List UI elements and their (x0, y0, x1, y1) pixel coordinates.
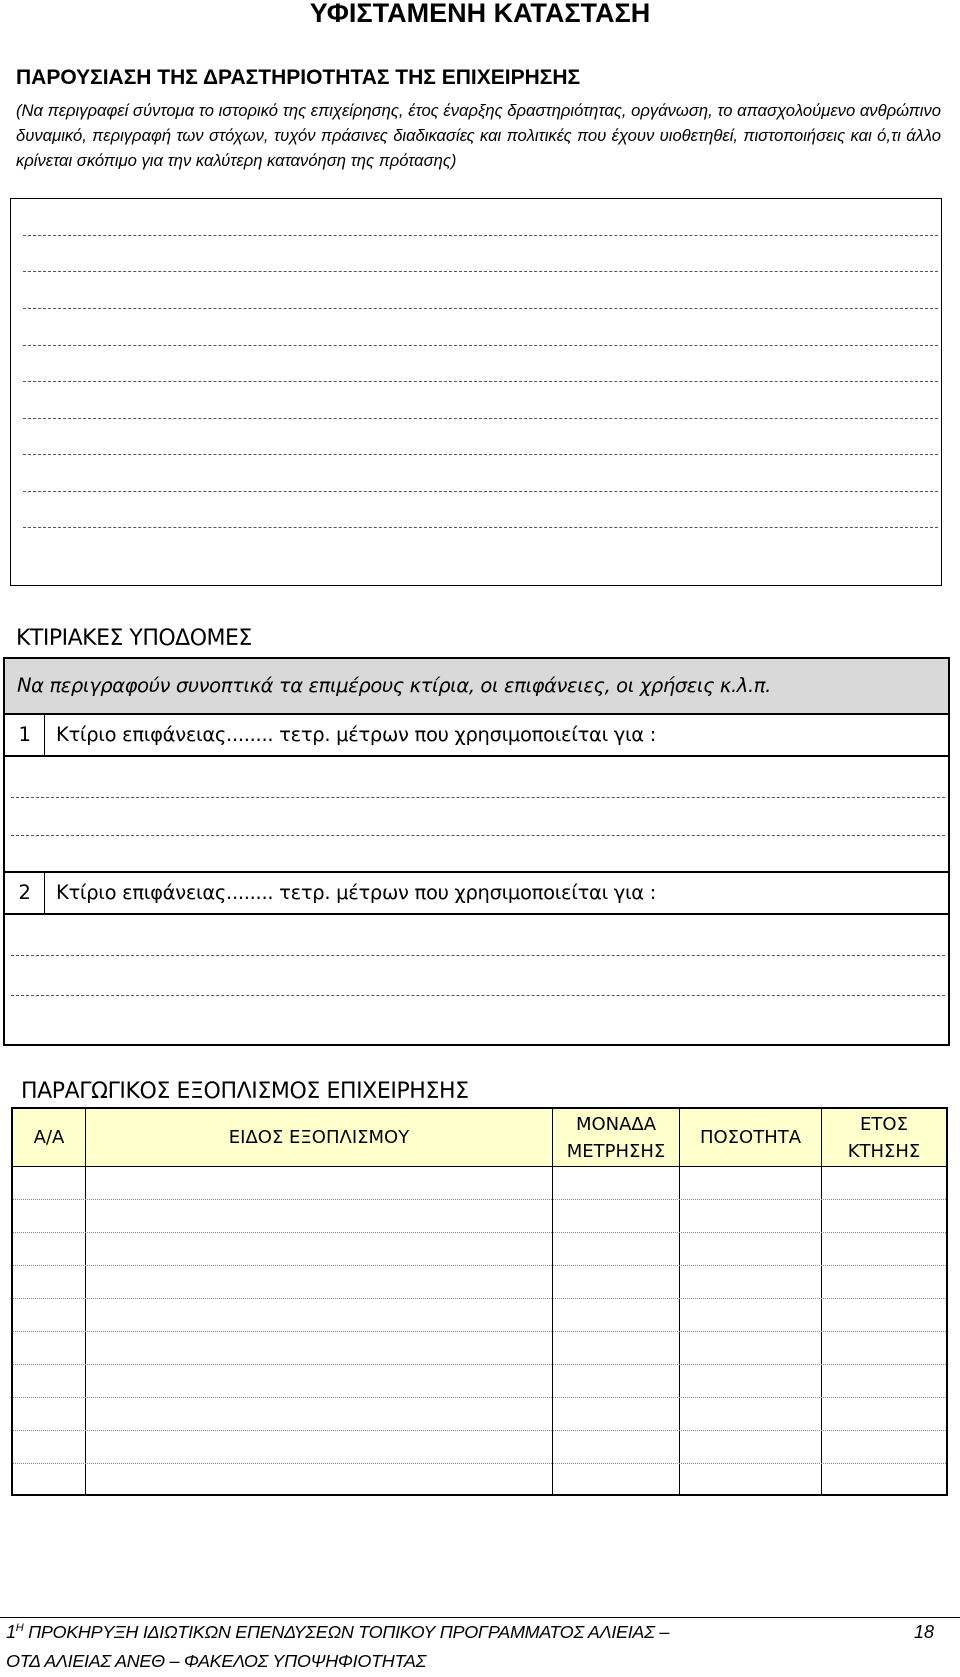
writing-line (23, 271, 938, 272)
writing-line (23, 308, 938, 309)
footer-text-line2: ΟΤΔ ΑΛΙΕΙΑΣ ΑΝΕΘ – ΦΑΚΕΛΟΣ ΥΠΟΨΗΦΙΟΤΗΤΑΣ (6, 1651, 427, 1671)
writing-line (11, 835, 945, 836)
column-divider (821, 1109, 822, 1494)
table-row-line (13, 1298, 946, 1299)
building-row-1 (5, 714, 948, 757)
unit-header-line1: ΜΟΝΑΔΑ (575, 1113, 657, 1135)
footer-ordinal: 1 (6, 1622, 16, 1642)
table-row-line (13, 1397, 946, 1398)
activity-text-area[interactable] (10, 198, 942, 586)
year-header-line1: ΕΤΟΣ (860, 1113, 908, 1135)
table-row-line (13, 1265, 946, 1266)
writing-line (23, 345, 938, 346)
writing-line (23, 418, 938, 419)
column-divider (679, 1109, 680, 1494)
footer-text-line1 (6, 1622, 669, 1643)
footer-divider (0, 1617, 960, 1618)
section-title-buildings: ΚΤΙΡΙΑΚΕΣ ΥΠΟΔΟΜΕΣ (16, 626, 252, 651)
section-instructions: (Να περιγραφεί σύντομα το ιστορικό της επιχείρησης, έτος έναρξης δραστηριότητας, οργάνωση, το απασχολούμενο ανθρώπινο δυναμικό, περιγραφή των στόχων, τυχόν πράσινες διαδικασίες και πολιτικές που έχουν υιοθετηθεί, πιστοποιήσεις και ό,τι άλλο κρίνεται σκόπιμο για την καλύτερη κατανόηση της πρότασης) (16, 101, 941, 170)
column-header-aa: Α/Α (13, 1109, 85, 1166)
writing-line (23, 235, 938, 236)
writing-line (11, 797, 945, 798)
equipment-table (11, 1107, 948, 1496)
section-title-activity: ΠΑΡΟΥΣΙΑΣΗ ΤΗΣ ΔΡΑΣΤΗΡΙΟΤΗΤΑΣ ΤΗΣ ΕΠΙΧΕΙΡΗΣΗΣ (16, 66, 581, 89)
writing-line (23, 381, 938, 382)
column-header-quantity: ΠΟΣΟΤΗΤΑ (680, 1109, 821, 1166)
building-number: 1 (5, 714, 45, 755)
footer-program-title: ΠΡΟΚΗΡΥΞΗ ΙΔΙΩΤΙΚΩΝ ΕΠΕΝΔΥΣΕΩΝ ΤΟΠΙΚΟΥ ΠΡΟΓΡΑΜΜΑΤΟΣ ΑΛΙΕΙΑΣ – (23, 1622, 670, 1642)
table-row-line (13, 1232, 946, 1233)
building-number: 2 (5, 872, 45, 913)
building-1-notes-area[interactable] (5, 757, 948, 873)
buildings-description: Να περιγραφούν συνοπτικά τα επιμέρους κτίρια, οι επιφάνειες, οι χρήσεις κ.λ.π. (5, 659, 948, 713)
table-row-line (13, 1463, 946, 1464)
buildings-table (3, 657, 950, 1046)
unit-header-line2: ΜΕΤΡΗΣΗΣ (566, 1140, 666, 1162)
page-title: ΥΦΙΣΤΑΜΕΝΗ ΚΑΤΑΣΤΑΣΗ (309, 0, 651, 28)
column-divider (552, 1109, 553, 1494)
writing-line (11, 995, 945, 996)
section-title-equipment: ΠΑΡΑΓΩΓΙΚΟΣ ΕΞΟΠΛΙΣΜΟΣ ΕΠΙΧΕΙΡΗΣΗΣ (21, 1079, 469, 1104)
building-label: Κτίριο επιφάνειας........ τετρ. μέτρων που χρησιμοποιείται για : (56, 881, 657, 904)
footer-ordinal-suffix: Η (15, 1622, 24, 1634)
column-header-unit (553, 1109, 679, 1166)
table-row-line (13, 1331, 946, 1332)
writing-line (23, 491, 938, 492)
table-row-line (13, 1364, 946, 1365)
writing-line (23, 454, 938, 455)
writing-line (11, 955, 945, 956)
writing-line (23, 527, 938, 528)
column-header-equipment-type: ΕΙΔΟΣ ΕΞΟΠΛΙΣΜΟΥ (86, 1109, 552, 1166)
table-row-line (13, 1199, 946, 1200)
page-number: 18 (914, 1622, 935, 1642)
building-label: Κτίριο επιφάνειας........ τετρ. μέτρων που χρησιμοποιείται για : (56, 723, 657, 746)
year-header-line2: ΚΤΗΣΗΣ (847, 1140, 921, 1162)
building-row-2 (5, 872, 948, 915)
column-divider (85, 1109, 86, 1494)
table-row-line (13, 1430, 946, 1431)
header-divider (13, 1166, 946, 1167)
building-2-notes-area[interactable] (5, 915, 948, 1044)
column-header-year (822, 1109, 946, 1166)
